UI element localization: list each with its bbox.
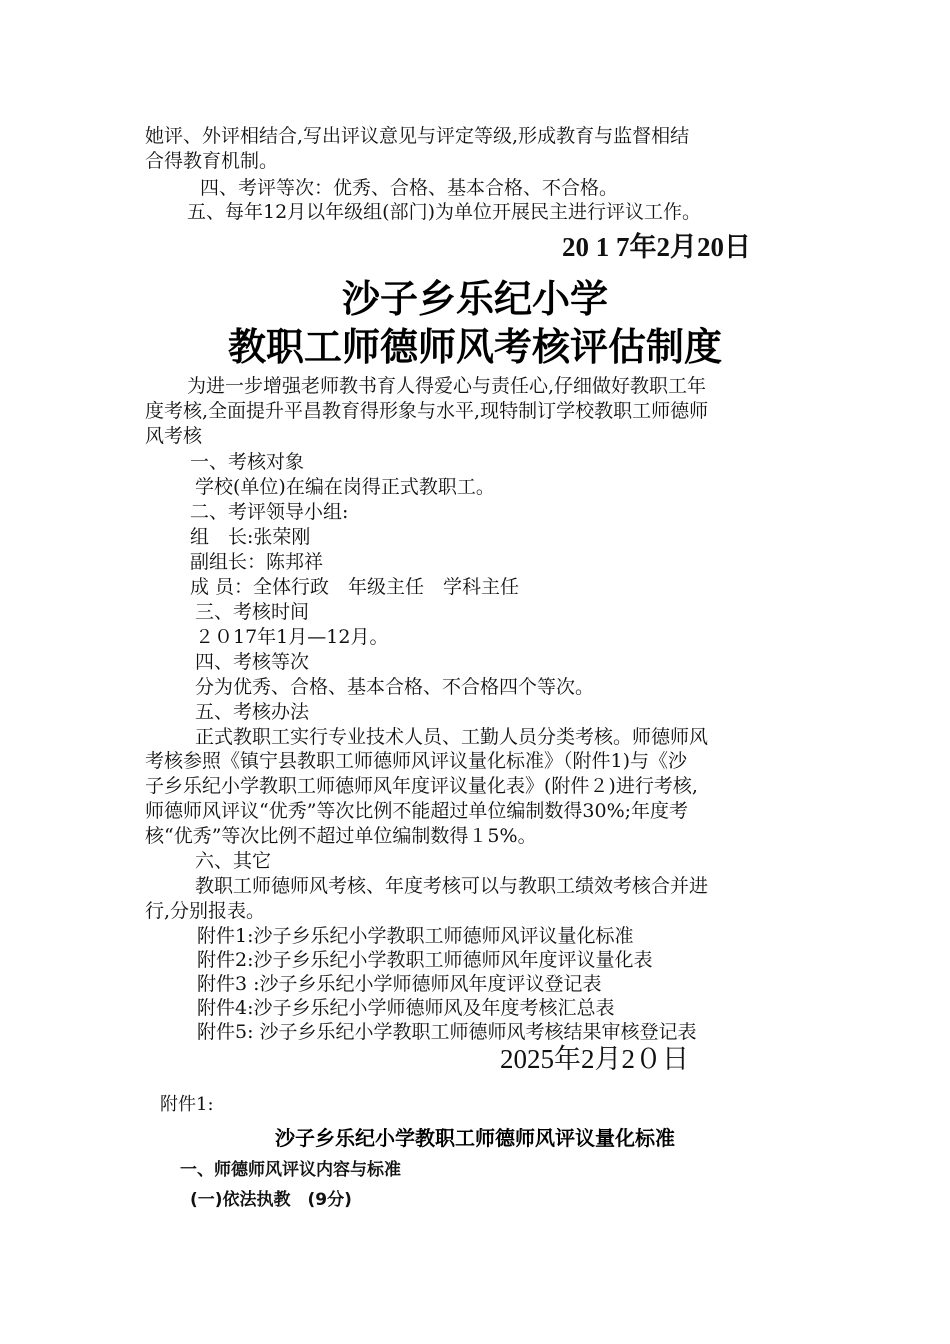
- section-text: ２０17年1月—12月。: [195, 626, 389, 648]
- text-line: 她评、外评相结合,写出评议意见与评定等级,形成教育与监督相结: [145, 125, 690, 147]
- date-line: 20 1 7年2月20日: [562, 232, 751, 262]
- document-title-line2: 教职工师德师风考核评估制度: [227, 325, 722, 369]
- attachment-subsection-heading: (一)依法执教 (9分): [190, 1190, 352, 1210]
- text-line: 四、考评等次：优秀、合格、基本合格、不合格。: [200, 177, 619, 199]
- date-line: 2025年2月2０日: [500, 1044, 689, 1074]
- attachment-section-heading: 一、师德师风评议内容与标准: [180, 1160, 401, 1180]
- section-text: 学校(单位)在编在岗得正式教职工。: [195, 476, 495, 498]
- paragraph-line: 行,分别报表。: [145, 900, 266, 922]
- attachment-list-item: 附件3 :沙子乡乐纪小学师德师风年度评议登记表: [197, 973, 602, 995]
- section-heading: 三、考核时间: [195, 601, 310, 623]
- attachment-title: 沙子乡乐纪小学教职工师德师风评议量化标准: [275, 1126, 675, 1150]
- section-text: 组 长:张荣刚: [190, 526, 311, 548]
- attachment-label: 附件1:: [160, 1094, 214, 1115]
- paragraph-line: 考核参照《镇宁县教职工师德师风评议量化标准》（附件1)与《沙: [145, 750, 688, 772]
- section-heading: 二、考评领导小组:: [190, 501, 349, 523]
- attachment-list-item: 附件1:沙子乡乐纪小学教职工师德师风评议量化标准: [197, 925, 634, 947]
- attachment-list-item: 附件5: 沙子乡乐纪小学教职工师德师风考核结果审核登记表: [197, 1021, 697, 1043]
- section-text: 分为优秀、合格、基本合格、不合格四个等次。: [195, 676, 595, 698]
- text-line: 五、每年12月以年级组(部门)为单位开展民主进行评议工作。: [187, 201, 702, 223]
- paragraph-line: 正式教职工实行专业技术人员、工勤人员分类考核。师德师风: [195, 726, 709, 748]
- section-heading: 四、考核等次: [195, 651, 310, 673]
- section-heading: 五、考核办法: [195, 701, 310, 723]
- attachment-list-item: 附件4:沙子乡乐纪小学师德师风及年度考核汇总表: [197, 997, 615, 1019]
- section-text: 成 员：全体行政 年级主任 学科主任: [190, 576, 520, 598]
- document-title-line1: 沙子乡乐纪小学: [341, 277, 608, 321]
- section-text: 副组长：陈邦祥: [190, 551, 324, 573]
- section-heading: 一、考核对象: [190, 451, 305, 473]
- paragraph-line: 子乡乐纪小学教职工师德师风年度评议量化表》(附件２)进行考核,: [145, 775, 698, 797]
- text-line: 合得教育机制。: [145, 150, 279, 172]
- paragraph-line: 度考核,全面提升平昌教育得形象与水平,现特制订学校教职工师德师: [145, 400, 709, 422]
- paragraph-line: 师德师风评议“优秀”等次比例不能超过单位编制数得30%;年度考: [145, 800, 689, 822]
- attachment-list-item: 附件2:沙子乡乐纪小学教职工师德师风年度评议量化表: [197, 949, 653, 971]
- section-heading: 六、其它: [195, 850, 272, 872]
- paragraph-line: 风考核: [145, 425, 203, 447]
- paragraph-line: 教职工师德师风考核、年度考核可以与教职工绩效考核合并进: [195, 875, 709, 897]
- paragraph-line: 核“优秀”等次比例不超过单位编制数得１5%。: [145, 825, 537, 847]
- paragraph-line: 为进一步增强老师教书育人得爱心与责任心,仔细做好教职工年: [187, 375, 707, 397]
